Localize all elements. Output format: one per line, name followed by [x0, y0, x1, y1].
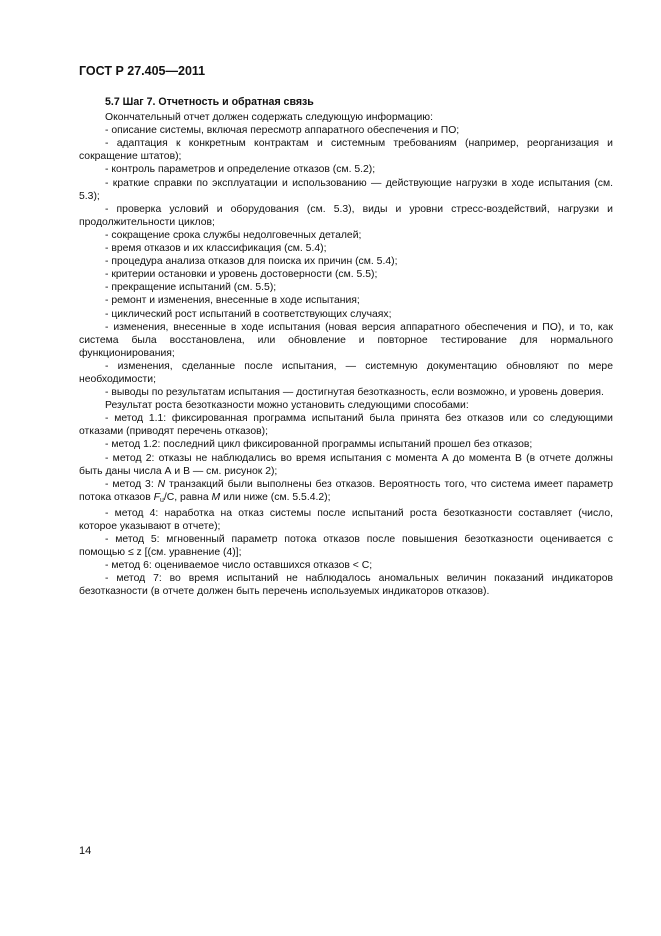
list-item: - контроль параметров и определение отказов (см. 5.2); — [105, 164, 376, 176]
list-item: - процедура анализа отказов для поиска их причин (см. 5.4); — [105, 256, 398, 268]
method3-after-f: /C, равна — [163, 491, 212, 503]
list-item: - метод 7: во время испытаний не наблюдалось аномальных величин показаний индикаторов безотказности (в отчете должен быть перечень используемых индикаторов отказов). — [79, 573, 613, 598]
list-item: - проверка условий и оборудования (см. 5.3), виды и уровни стресс-воздействий, нагрузки и продолжительности циклов; — [79, 203, 613, 228]
list-item: - метод 5: мгновенный параметр потока отказов после повышения безотказности оценивается с помощью ≤ z [(см. уравнение (4)]; — [79, 534, 613, 559]
list-item: - циклический рост испытаний в соответствующих случаях; — [105, 308, 392, 320]
variable-f-subscript: u — [159, 496, 164, 504]
page-number: 14 — [79, 845, 92, 857]
variable-m: M — [211, 491, 221, 503]
list-item: - время отказов и их классификация (см. 5.4); — [105, 243, 327, 255]
method3-middle: транзакций были выполнены без отказов. Вероятность того, что система имеет параметр потока отказов — [79, 478, 613, 503]
list-item: - адаптация к конкретным контрактам и системным требованиям (например, реорганизация и сокращение штатов); — [79, 138, 613, 163]
list-item: - сокращение срока службы недолговечных деталей; — [105, 229, 362, 241]
variable-n: N — [157, 478, 166, 490]
list-item: - ремонт и изменения, внесенные в ходе испытания; — [105, 295, 360, 307]
list-item-method-3 — [79, 478, 613, 507]
paragraph: Окончательный отчет должен содержать следующую информацию: — [105, 112, 433, 124]
list-item: - метод 1.2: последний цикл фиксированной программы испытаний прошел без отказов; — [105, 439, 533, 451]
list-item: - метод 4: наработка на отказ системы после испытаний роста безотказности составляет (число, которое указывают в отчете); — [79, 507, 613, 532]
variable-f: F — [153, 491, 160, 503]
list-item: - метод 6: оцениваемое число оставшихся отказов < С; — [105, 560, 373, 572]
method3-end: или ниже (см. 5.5.4.2); — [220, 491, 331, 503]
list-item: - краткие справки по эксплуатации и использованию — действующие нагрузки в ходе испытания (см. 5.3); — [79, 177, 613, 202]
list-item: - критерии остановки и уровень достоверности (см. 5.5); — [105, 269, 378, 281]
document-body — [79, 96, 613, 599]
method3-before: - метод 3: — [105, 478, 158, 490]
list-item: - выводы по результатам испытания — достигнутая безотказность, если возможно, и уровень доверия. — [105, 387, 604, 399]
list-item: - изменения, внесенные в ходе испытания (новая версия аппаратного обеспечения и ПО), и то, как система была восстановлена, или обновление и повторное тестирование для нормального функционирования; — [79, 321, 613, 359]
section-title: 5.7 Шаг 7. Отчетность и обратная связь — [105, 96, 314, 108]
list-item: - метод 2: отказы не наблюдались во время испытания с момента А до момента В (в отчете должны быть даны числа А и В — см. рисунок 2); — [79, 452, 613, 477]
list-item: - прекращение испытаний (см. 5.5); — [105, 282, 277, 294]
list-item: - описание системы, включая пересмотр аппаратного обеспечения и ПО; — [105, 125, 460, 137]
list-item: - метод 1.1: фиксированная программа испытаний была принята без отказов или со следующими отказами (приводят перечень отказов); — [79, 413, 613, 438]
list-item: - изменения, сделанные после испытания, — системную документацию обновляют по мере необходимости; — [79, 360, 613, 385]
paragraph: Результат роста безотказности можно установить следующими способами: — [105, 400, 469, 412]
document-header: ГОСТ Р 27.405—2011 — [79, 64, 206, 78]
